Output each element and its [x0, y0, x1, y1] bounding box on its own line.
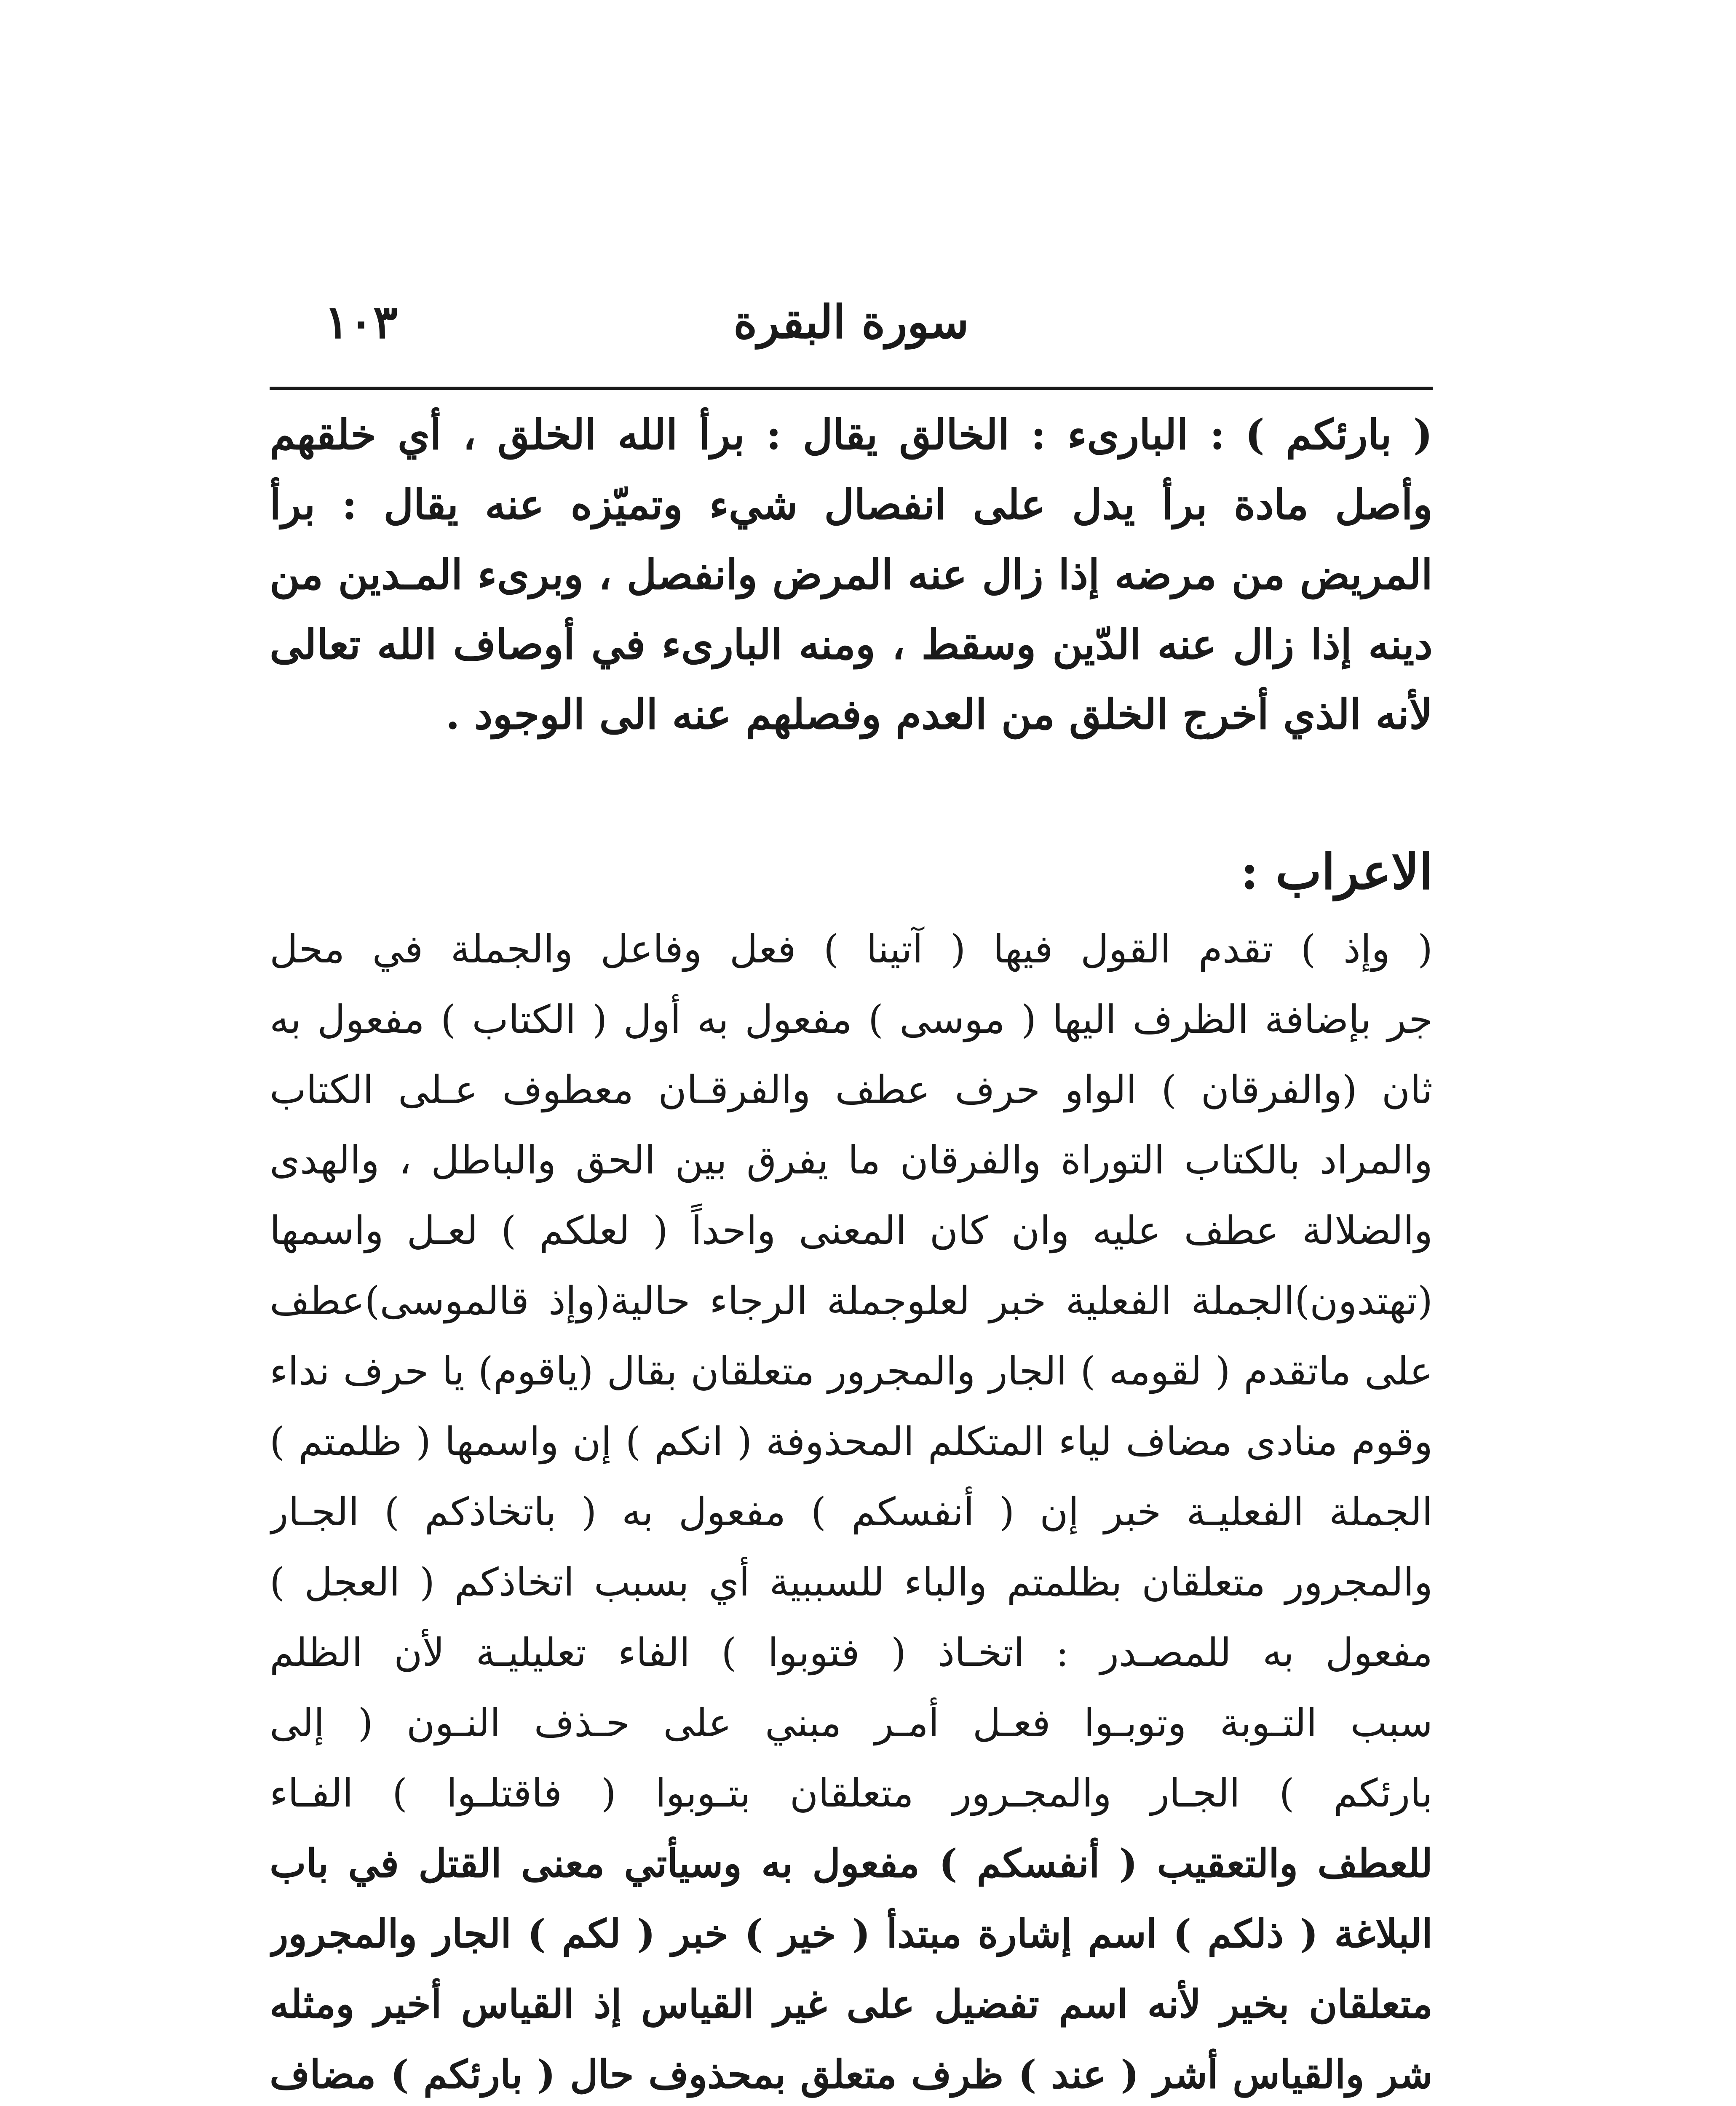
irab-line: مفعول به للمصـدر : اتخـاذ ( فتوبوا ) الفاء تعليليـة لأن الظلم	[270, 1630, 1433, 1675]
irab-line: البلاغة ( ذلكم ) اسم إشارة مبتدأ ( خير ) خبر ( لكم ) الجار والمجرور	[270, 1911, 1433, 1956]
irab-line: والمراد بالكتاب التوراة والفرقان ما يفرق بين الحق والباطل ، والهدى	[270, 1138, 1433, 1183]
glossary-paragraph	[270, 400, 1433, 750]
irab-line: والمجرور متعلقان بظلمتم والباء للسببية أي بسبب اتخاذكم ( العجل )	[270, 1560, 1433, 1605]
glossary-term: ( بارئكم )	[1245, 411, 1433, 459]
irab-line: بارئكم ) الجـار والمجـرور متعلقان بتـوبوا ( فاقتلـوا ) الفـاء	[270, 1771, 1433, 1816]
irab-body	[270, 914, 1433, 2106]
irab-heading: الاعراب :	[1240, 843, 1433, 901]
irab-line: (تهتدون)الجملة الفعلية خبر لعلوجملة الرجاء حالية(وإذ قالموسى)عطف	[270, 1278, 1433, 1323]
glossary-section	[270, 400, 1433, 750]
irab-line: للعطف والتعقيب ( أنفسكم ) مفعول به وسيأتي معنى القتل في باب	[270, 1841, 1433, 1886]
irab-line: شر والقياس أشر ( عند ) ظرف متعلق بمحذوف حال ( بارئكم ) مضاف	[270, 2052, 1433, 2097]
header-divider	[270, 387, 1433, 390]
irab-line: جر بإضافة الظرف اليها ( موسى ) مفعول به أول ( الكتاب ) مفعول به	[270, 997, 1433, 1042]
page-number: ١٠٣	[324, 296, 398, 349]
irab-line: سبب التـوبة وتوبـوا فعـل أمـر مبني على حـذف النـون ( إلى	[270, 1700, 1433, 1745]
irab-line: على ماتقدم ( لقومه ) الجار والمجرور متعلقان بقال (ياقوم) يا حرف نداء	[270, 1349, 1433, 1394]
irab-line: وقوم منادى مضاف لياء المتكلم المحذوفة ( انكم ) إن واسمها ( ظلمتم )	[270, 1419, 1433, 1464]
irab-line: الجملة الفعليـة خبر إن ( أنفسكم ) مفعول به ( باتخاذكم ) الجـار	[270, 1489, 1433, 1534]
irab-line: ثان (والفرقان ) الواو حرف عطف والفرقـان معطوف عـلى الكتاب	[270, 1067, 1433, 1112]
glossary-definition: : البارىء : الخالق يقال : برأ الله الخلق ، أي خلقهم وأصل مادة برأ يدل على انفصال شيء وتميّزه عنه يقال : برأ المريض من مرضه إذا زال عنه المرض وانفصل ، وبرىء المـدين من دينه إذا زال عنه الدّين وسقط ، ومنه البارىء في أوصاف الله تعالى لأنه الذي أخرج الخلق من العدم وفصلهم عنه الى الوجود .	[270, 411, 1433, 739]
page-header	[270, 274, 1433, 371]
irab-line: ( وإذ ) تقدم القول فيها ( آتينا ) فعل وفاعل والجملة في محل	[270, 927, 1433, 972]
running-title: سورة البقرة	[733, 296, 969, 349]
irab-line: متعلقان بخير لأنه اسم تفضيل على غير القياس إذ القياس أخير ومثله	[270, 1981, 1433, 2027]
irab-line: والضلالة عطف عليه وان كان المعنى واحداً ( لعلكم ) لعـل واسمها	[270, 1208, 1433, 1253]
